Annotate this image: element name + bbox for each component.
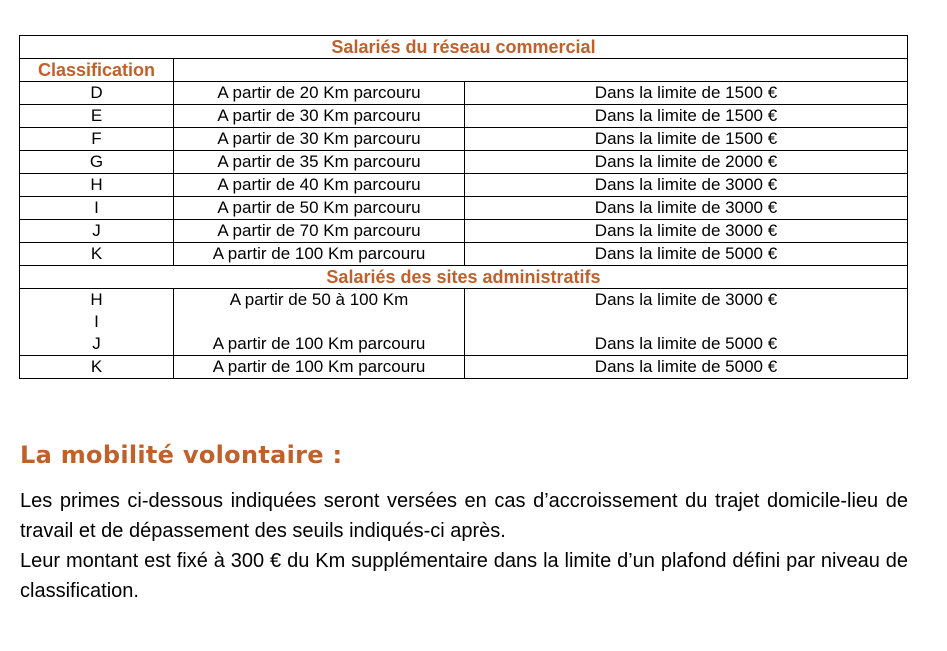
classification-header-row [20,59,908,82]
distance-cell: A partir de 100 Km parcouru [174,356,465,379]
cls-cell: G [20,151,174,174]
cls-value: I [94,312,99,331]
table-row [20,197,908,220]
table-row [20,128,908,151]
table-row [20,105,908,128]
cls-cell: D [20,82,174,105]
cls-cell: H [20,174,174,197]
cls-value: H [90,290,103,309]
distance-cell: A partir de 40 Km parcouru [174,174,465,197]
distance-cell: A partir de 100 Km parcouru [174,243,465,266]
table-row [20,174,908,197]
cls-cell: J [20,220,174,243]
cls-cell: F [20,128,174,151]
table-row [20,151,908,174]
section-header-row [20,36,908,59]
limit-stack-cell [465,289,908,356]
limit-cell: Dans la limite de 1500 € [465,82,908,105]
limit-cell: Dans la limite de 3000 € [465,197,908,220]
distance-cell: A partir de 50 Km parcouru [174,197,465,220]
table-row [20,220,908,243]
limit-cell: Dans la limite de 3000 € [465,220,908,243]
cls-cell: K [20,356,174,379]
cls-cell: I [20,197,174,220]
allowance-table [19,35,908,379]
table-row [20,82,908,105]
table-row [20,243,908,266]
limit-cell: Dans la limite de 2000 € [465,151,908,174]
paragraph: Leur montant est fixé à 300 € du Km supplémentaire dans la limite d’un plafond défini par niveau de classification. [20,550,908,602]
distance-cell: A partir de 30 Km parcouru [174,105,465,128]
classification-header: Classification [20,59,174,82]
distance-stack-cell [174,289,465,356]
limit-cell: Dans la limite de 5000 € [465,243,908,266]
distance-cell: A partir de 70 Km parcouru [174,220,465,243]
distance-cell: A partir de 35 Km parcouru [174,151,465,174]
cls-stack-cell [20,289,174,356]
merged-row [20,289,908,356]
limit-cell: Dans la limite de 1500 € [465,105,908,128]
section2-title: Salariés des sites administratifs [20,266,908,289]
cls-cell: E [20,105,174,128]
table-row [20,356,908,379]
cls-value: J [92,334,101,353]
section1-title: Salariés du réseau commercial [20,36,908,59]
limit-cell: Dans la limite de 3000 € [465,174,908,197]
header-empty-cell [174,59,908,82]
paragraph: Les primes ci-dessous indiquées seront versées en cas d’accroissement du trajet domicile-lieu de travail et de dépassement des seuils indiqués-ci après. [20,490,908,542]
limit-cell: Dans la limite de 5000 € [465,356,908,379]
limit-value: Dans la limite de 3000 € [594,290,778,309]
distance-value: A partir de 50 à 100 Km [229,290,409,309]
distance-value: A partir de 100 Km parcouru [212,334,426,353]
section-header-row [20,266,908,289]
limit-value: Dans la limite de 5000 € [594,334,778,353]
limit-cell: Dans la limite de 1500 € [465,128,908,151]
section-heading: La mobilité volontaire : [20,441,343,469]
distance-cell: A partir de 20 Km parcouru [174,82,465,105]
cls-cell: K [20,243,174,266]
distance-cell: A partir de 30 Km parcouru [174,128,465,151]
